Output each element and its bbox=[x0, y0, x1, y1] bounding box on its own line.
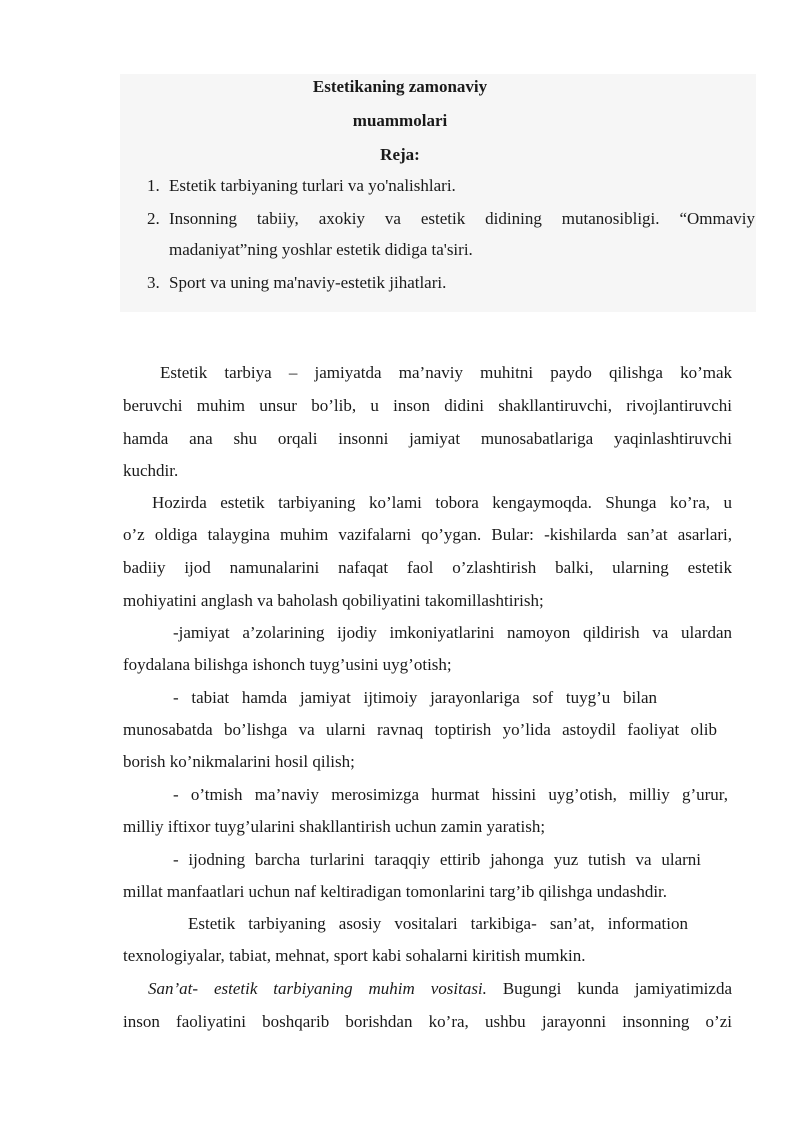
paragraph-line: kuchdir. bbox=[123, 461, 179, 480]
paragraph-line: - tabiat hamda jamiyat ijtimoiy jarayonlariga sof tuyg’u bilan bbox=[173, 688, 657, 707]
paragraph-line: -jamiyat a’zolarining ijodiy imkoniyatlarini namoyon qildirish va ulardan bbox=[173, 623, 732, 642]
paragraph-line: beruvchi muhim unsur bo’lib, u inson didini shakllantiruvchi, rivojlantiruvchi bbox=[123, 396, 732, 415]
paragraph-line: munosabatda bo’lishga va ularni ravnaq toptirish yo’lida astoydil faoliyat olib bbox=[123, 720, 717, 739]
paragraph-line: hamda ana shu orqali insonni jamiyat munosabatlariga yaqinlashtiruvchi bbox=[123, 429, 732, 448]
paragraph-line: San’at- estetik tarbiyaning muhim vositasi. Bugungi kunda jamiyatimizda bbox=[148, 979, 732, 998]
paragraph-line: inson faoliyatini boshqarib borishdan ko’ra, ushbu jarayonni insonning o’zi bbox=[123, 1012, 732, 1031]
page-title-continued: muammolari bbox=[352, 111, 448, 130]
paragraph-line: texnologiyalar, tabiat, mehnat, sport kabi sohalarni kiritish mumkin. bbox=[123, 946, 586, 965]
page-title: Estetikaning zamonaviy bbox=[312, 77, 488, 96]
paragraph-line: millat manfaatlari uchun naf keltiradigan tomonlarini targ’ib qilishga undashdir. bbox=[123, 882, 668, 901]
paragraph-line: - o’tmish ma’naviy merosimizga hurmat hissini uyg’otish, milliy g’urur, bbox=[173, 785, 728, 804]
paragraph-line: foydalana bilishga ishonch tuyg’usini uyg’otish; bbox=[123, 655, 452, 674]
plan-item-1: 1. Estetik tarbiyaning turlari va yo'nalishlari. bbox=[147, 176, 456, 195]
paragraph-line: Hozirda estetik tarbiyaning ko’lami tobora kengaymoqda. Shunga ko’ra, u bbox=[152, 493, 732, 512]
paragraph-line: Estetik tarbiyaning asosiy vositalari tarkibiga- san’at, information bbox=[188, 914, 688, 933]
italic-phrase: San’at- estetik tarbiyaning muhim vositasi. bbox=[148, 979, 487, 998]
paragraph-line: milliy iftixor tuyg’ularini shakllantirish uchun zamin yaratish; bbox=[123, 817, 546, 836]
plan-item-2-continued: madaniyat”ning yoshlar estetik didiga ta'siri. bbox=[169, 240, 473, 259]
paragraph-line: o’z oldiga talaygina muhim vazifalarni qo’ygan. Bular: -kishilarda san’at asarlari, bbox=[123, 525, 732, 544]
plan-item-2: 2. Insonning tabiiy, axokiy va estetik didining mutanosibligi. “Ommaviy bbox=[147, 209, 755, 228]
plan-item-3: 3. Sport va uning ma'naviy-estetik jihatlari. bbox=[147, 273, 447, 292]
paragraph-line: mohiyatini anglash va baholash qobiliyatini takomillashtirish; bbox=[123, 591, 544, 610]
plan-heading: Reja: bbox=[380, 145, 420, 164]
paragraph-line: - ijodning barcha turlarini taraqqiy ettirib jahonga yuz tutish va ularni bbox=[173, 850, 701, 869]
paragraph-line: Estetik tarbiya – jamiyatda ma’naviy muhitni paydo qilishga ko’mak bbox=[160, 363, 732, 382]
paragraph-line: badiiy ijod namunalarini nafaqat faol o’zlashtirish balki, ularning estetik bbox=[123, 558, 732, 577]
paragraph-line: borish ko’nikmalarini hosil qilish; bbox=[123, 752, 355, 771]
